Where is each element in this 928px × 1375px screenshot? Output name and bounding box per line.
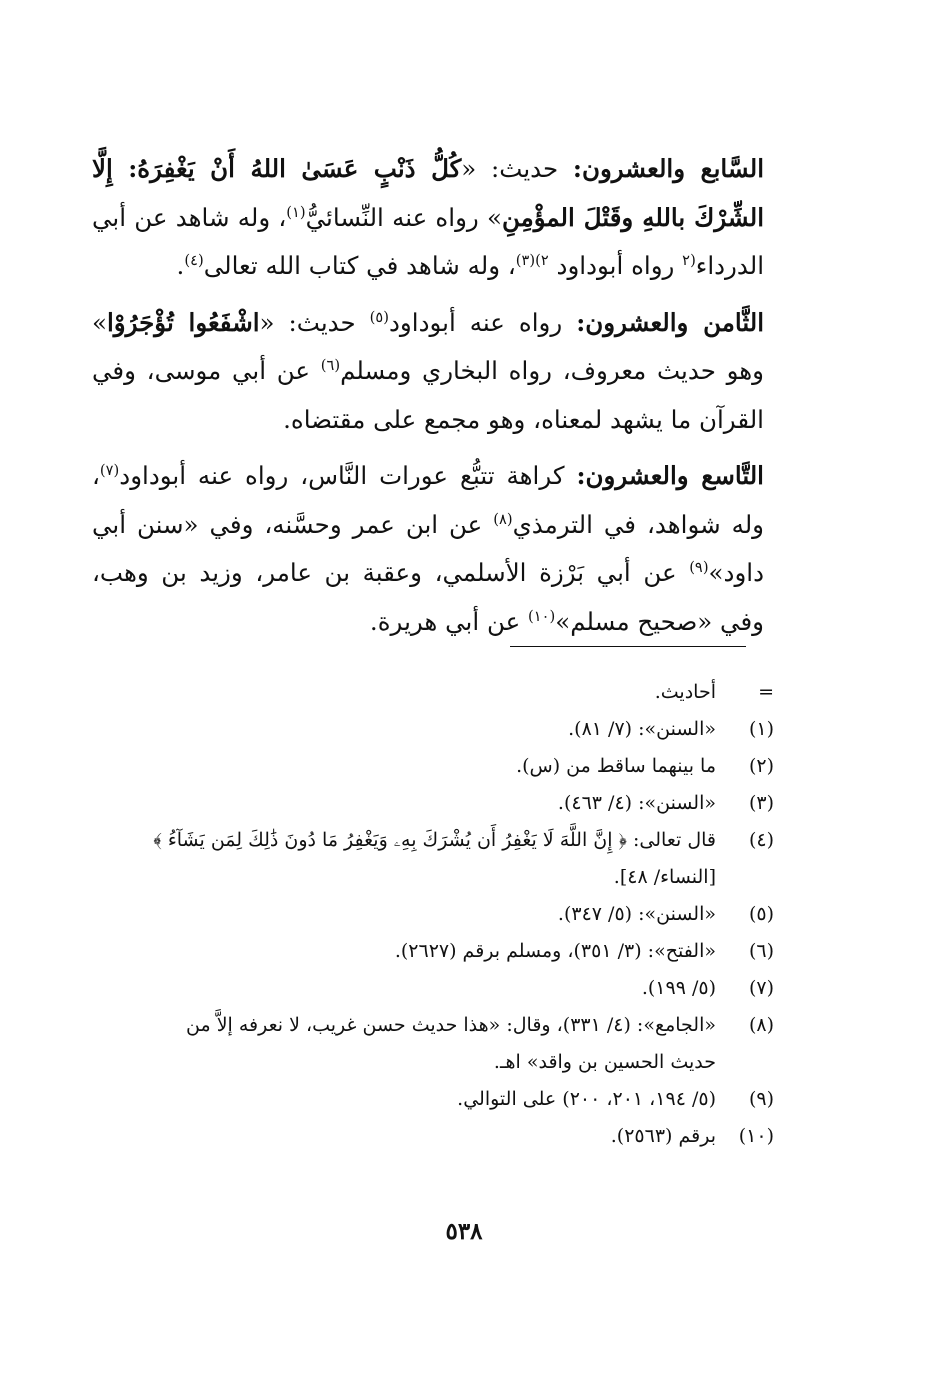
footnote-text: «السنن»: (٧/ ٨١). xyxy=(568,718,716,740)
footnote-text: برقم (٢٥٦٣). xyxy=(610,1125,716,1147)
footnote-number: (٣) xyxy=(748,792,774,814)
footnote-text: (٥/ ١٩٤، ٢٠١، ٢٠٠) على التوالي. xyxy=(457,1088,716,1110)
footnote-text: ما بينهما ساقط من (س). xyxy=(516,755,716,777)
footnote-text: (٥/ ١٩٩). xyxy=(641,977,716,999)
main-text xyxy=(92,145,764,654)
footnote-ref: (٩) xyxy=(689,558,709,576)
footnote-number: (٥) xyxy=(748,903,774,925)
footnote-item xyxy=(90,822,774,896)
footnote-ref: ٢)(٣) xyxy=(515,251,549,269)
footnotes xyxy=(90,674,774,1155)
footnote-item xyxy=(90,1081,774,1118)
footnote-number: (١) xyxy=(748,718,774,740)
footnote-item xyxy=(90,1007,774,1081)
footnote-continuation: [النساء/ ٤٨]. xyxy=(613,866,716,888)
footnote-item xyxy=(90,933,774,970)
footnote-text: «الفتح»: (٣/ ٣٥١)، ومسلم برقم (٢٦٢٧). xyxy=(394,940,716,962)
footnote-number: (٢) xyxy=(748,755,774,777)
footnote-item xyxy=(90,970,774,1007)
footnote-item xyxy=(90,748,774,785)
footnote-text: «السنن»: (٤/ ٤٦٣). xyxy=(557,792,716,814)
footnote-continuation: حديث الحسين بن واقد» اهـ. xyxy=(493,1051,716,1073)
footnote-number: (٧) xyxy=(748,977,774,999)
paragraph-heading: الثَّامن والعشرون: xyxy=(576,307,765,337)
footnote-ref: (٧) xyxy=(99,461,120,479)
hadith-text: كُلُّ ذَنْبٍ عَسَىٰ اللهُ أَنْ يَغْفِرَهُ: إِلَّا الشِّرْكَ باللهِ وقَتْلَ المؤْمِنِ xyxy=(92,154,765,232)
paragraph-29: التَّاسع والعشرون: كراهة تتبُّع عورات النَّاس، رواه عنه أبوداود$^{(٧)}$، وله شواهد، في الترمذي$^{(٨)}$ عن ابن عمر وحسَّنه، وفي «سنن أبي داود»$^{(٩)}$ عن أبي بَرْزة الأسلمي، وعقبة بن عامر، وزيد بن وهب، وفي «صحيح مسلم»$^{(١٠)}$ عن أبي هريرة. xyxy=(92,461,765,636)
footnote-item xyxy=(90,711,774,748)
hadith-text: اشْفَعُوا تُؤْجَرُوْا xyxy=(107,307,260,337)
footnote-number: (١٠) xyxy=(738,1125,774,1147)
footnote-ref: (٨) xyxy=(493,510,513,528)
footnote-number: (٩) xyxy=(748,1088,774,1110)
paragraph-heading: السَّابع والعشرون: xyxy=(572,154,764,183)
footnote-ref: (٤) xyxy=(184,251,204,269)
footnote-text: أحاديث. xyxy=(654,681,716,703)
footnote-ref: (٥) xyxy=(369,308,390,326)
footnote-ref: (٦) xyxy=(320,356,341,374)
footnote-text: «الجامع»: (٤/ ٣٣١)، وقال: «هذا حديث حسن غريب، لا نعرفه إلاَّ من xyxy=(186,1014,716,1036)
footnote-text: قال تعالى: ﴿ إِنَّ اللَّهَ لَا يَغْفِرُ أَن يُشْرَكَ بِهِۦ وَيَغْفِرُ مَا دُونَ ذَٰلِكَ لِمَن يَشَآءُ ﴾ xyxy=(153,829,716,851)
footnote-number: = xyxy=(758,681,774,703)
footnote-item xyxy=(90,896,774,933)
footnote-item xyxy=(90,674,774,711)
paragraph-heading: التَّاسع والعشرون: xyxy=(576,461,764,490)
footnote-number: (٨) xyxy=(748,1014,774,1036)
footnote-separator xyxy=(510,646,746,647)
footnote-item xyxy=(90,1118,774,1155)
footnote-text: «السنن»: (٥/ ٣٤٧). xyxy=(557,903,716,925)
footnote-ref: (١٠) xyxy=(528,607,556,625)
footnote-number: (٦) xyxy=(748,940,774,962)
footnote-ref: (٢ xyxy=(682,251,696,269)
page-number: ٥٣٨ xyxy=(445,1218,483,1245)
footnote-item xyxy=(90,785,774,822)
paragraph-28: الثَّامن والعشرون: رواه عنه أبوداود$^{(٥)}$ حديث: «اشْفَعُوا تُؤْجَرُوْا» وهو حديث معروف، رواه البخاري ومسلم$^{(٦)}$ عن أبي موسى، وفي القرآن ما يشهد لمعناه، وهو مجمع على مقتضاه. xyxy=(92,307,765,434)
paragraph-27: السَّابع والعشرون: حديث: «كُلُّ ذَنْبٍ عَسَىٰ اللهُ أَنْ يَغْفِرَهُ: إِلَّا الشِّرْكَ باللهِ وقَتْلَ المؤْمِنِ» رواه عنه النِّسائيُّ$^{(١)}$، وله شاهد عن أبي الدرداء$^{(٢}$ رواه أبوداود $^{٢)(٣)}$، وله شاهد في كتاب الله تعالى$^{(٤)}$. xyxy=(92,154,765,280)
footnote-ref: (١) xyxy=(286,203,306,221)
footnote-number: (٤) xyxy=(748,829,774,851)
